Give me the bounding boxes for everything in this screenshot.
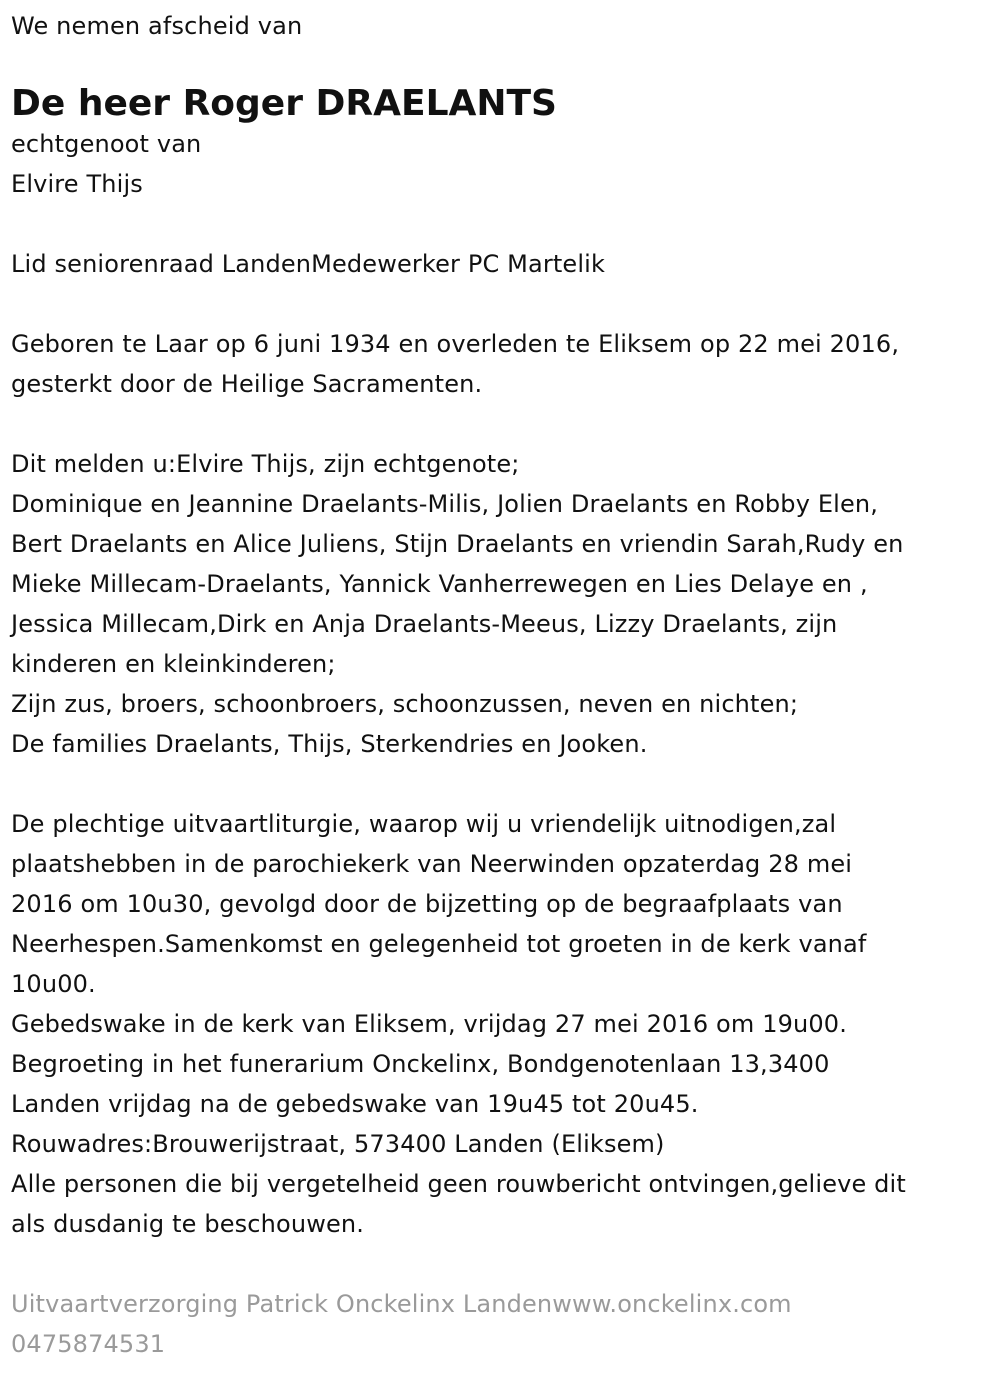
birth-death-line: Geboren te Laar op 6 juni 1934 en overleden te Eliksem op 22 mei 2016, (11, 330, 900, 358)
spouse-line: echtgenoot van (11, 130, 202, 158)
deceased-name: De heer Roger DRAELANTS (11, 83, 557, 124)
family-line: Jessica Millecam,Dirk en Anja Draelants-Meeus, Lizzy Draelants, zijn (11, 610, 838, 638)
intro-text: We nemen afscheid van (11, 12, 303, 40)
birth-death-line: gesterkt door de Heilige Sacramenten. (11, 370, 483, 398)
ceremony-line: 10u00. (11, 970, 96, 998)
family-line: Dominique en Jeannine Draelants-Milis, Jolien Draelants en Robby Elen, (11, 490, 879, 518)
ceremony-line: Rouwadres:Brouwerijstraat, 573400 Landen (Eliksem) (11, 1130, 665, 1158)
spacer (11, 1244, 996, 1284)
family-line: De families Draelants, Thijs, Sterkendries en Jooken. (11, 730, 648, 758)
family-line: Mieke Millecam-Draelants, Yannick Vanherrewegen en Lies Delaye en , (11, 570, 868, 598)
ceremony-line: Begroeting in het funerarium Onckelinx, Bondgenotenlaan 13,3400 (11, 1050, 830, 1078)
undertaker-line: Uitvaartverzorging Patrick Onckelinx Landenwww.onckelinx.com (11, 1290, 792, 1318)
ceremony-line: als dusdanig te beschouwen. (11, 1210, 365, 1238)
family-line: Bert Draelants en Alice Juliens, Stijn Draelants en vriendin Sarah,Rudy en (11, 530, 904, 558)
ceremony-line: De plechtige uitvaartliturgie, waarop wij u vriendelijk uitnodigen,zal (11, 810, 837, 838)
spacer (11, 284, 996, 324)
ceremony-line: 2016 om 10u30, gevolgd door de bijzetting op de begraafplaats van (11, 890, 843, 918)
ceremony-line: plaatshebben in de parochiekerk van Neerwinden opzaterdag 28 mei (11, 850, 853, 878)
family-line: Dit melden u:Elvire Thijs, zijn echtgenote; (11, 450, 520, 478)
family-line: Zijn zus, broers, schoonbroers, schoonzussen, neven en nichten; (11, 690, 799, 718)
ceremony-line: Landen vrijdag na de gebedswake van 19u45 tot 20u45. (11, 1090, 699, 1118)
ceremony-block (11, 804, 996, 1244)
roles-text: Lid seniorenraad LandenMedewerker PC Martelik (11, 250, 606, 278)
spouse-line: Elvire Thijs (11, 170, 143, 198)
spacer (11, 204, 996, 244)
ceremony-line: Alle personen die bij vergetelheid geen rouwbericht ontvingen,gelieve dit (11, 1170, 906, 1198)
birth-death-block (11, 324, 996, 404)
family-block (11, 444, 996, 764)
spouse-block (11, 124, 996, 204)
spacer (11, 404, 996, 444)
undertaker-phone: 0475874531 (11, 1330, 166, 1358)
ceremony-line: Neerhespen.Samenkomst en gelegenheid tot groeten in de kerk vanaf (11, 930, 867, 958)
family-line: kinderen en kleinkinderen; (11, 650, 336, 678)
spacer (11, 764, 996, 804)
undertaker-footer (11, 1284, 996, 1364)
ceremony-line: Gebedswake in de kerk van Eliksem, vrijdag 27 mei 2016 om 19u00. (11, 1010, 848, 1038)
obituary-notice (11, 6, 996, 1364)
